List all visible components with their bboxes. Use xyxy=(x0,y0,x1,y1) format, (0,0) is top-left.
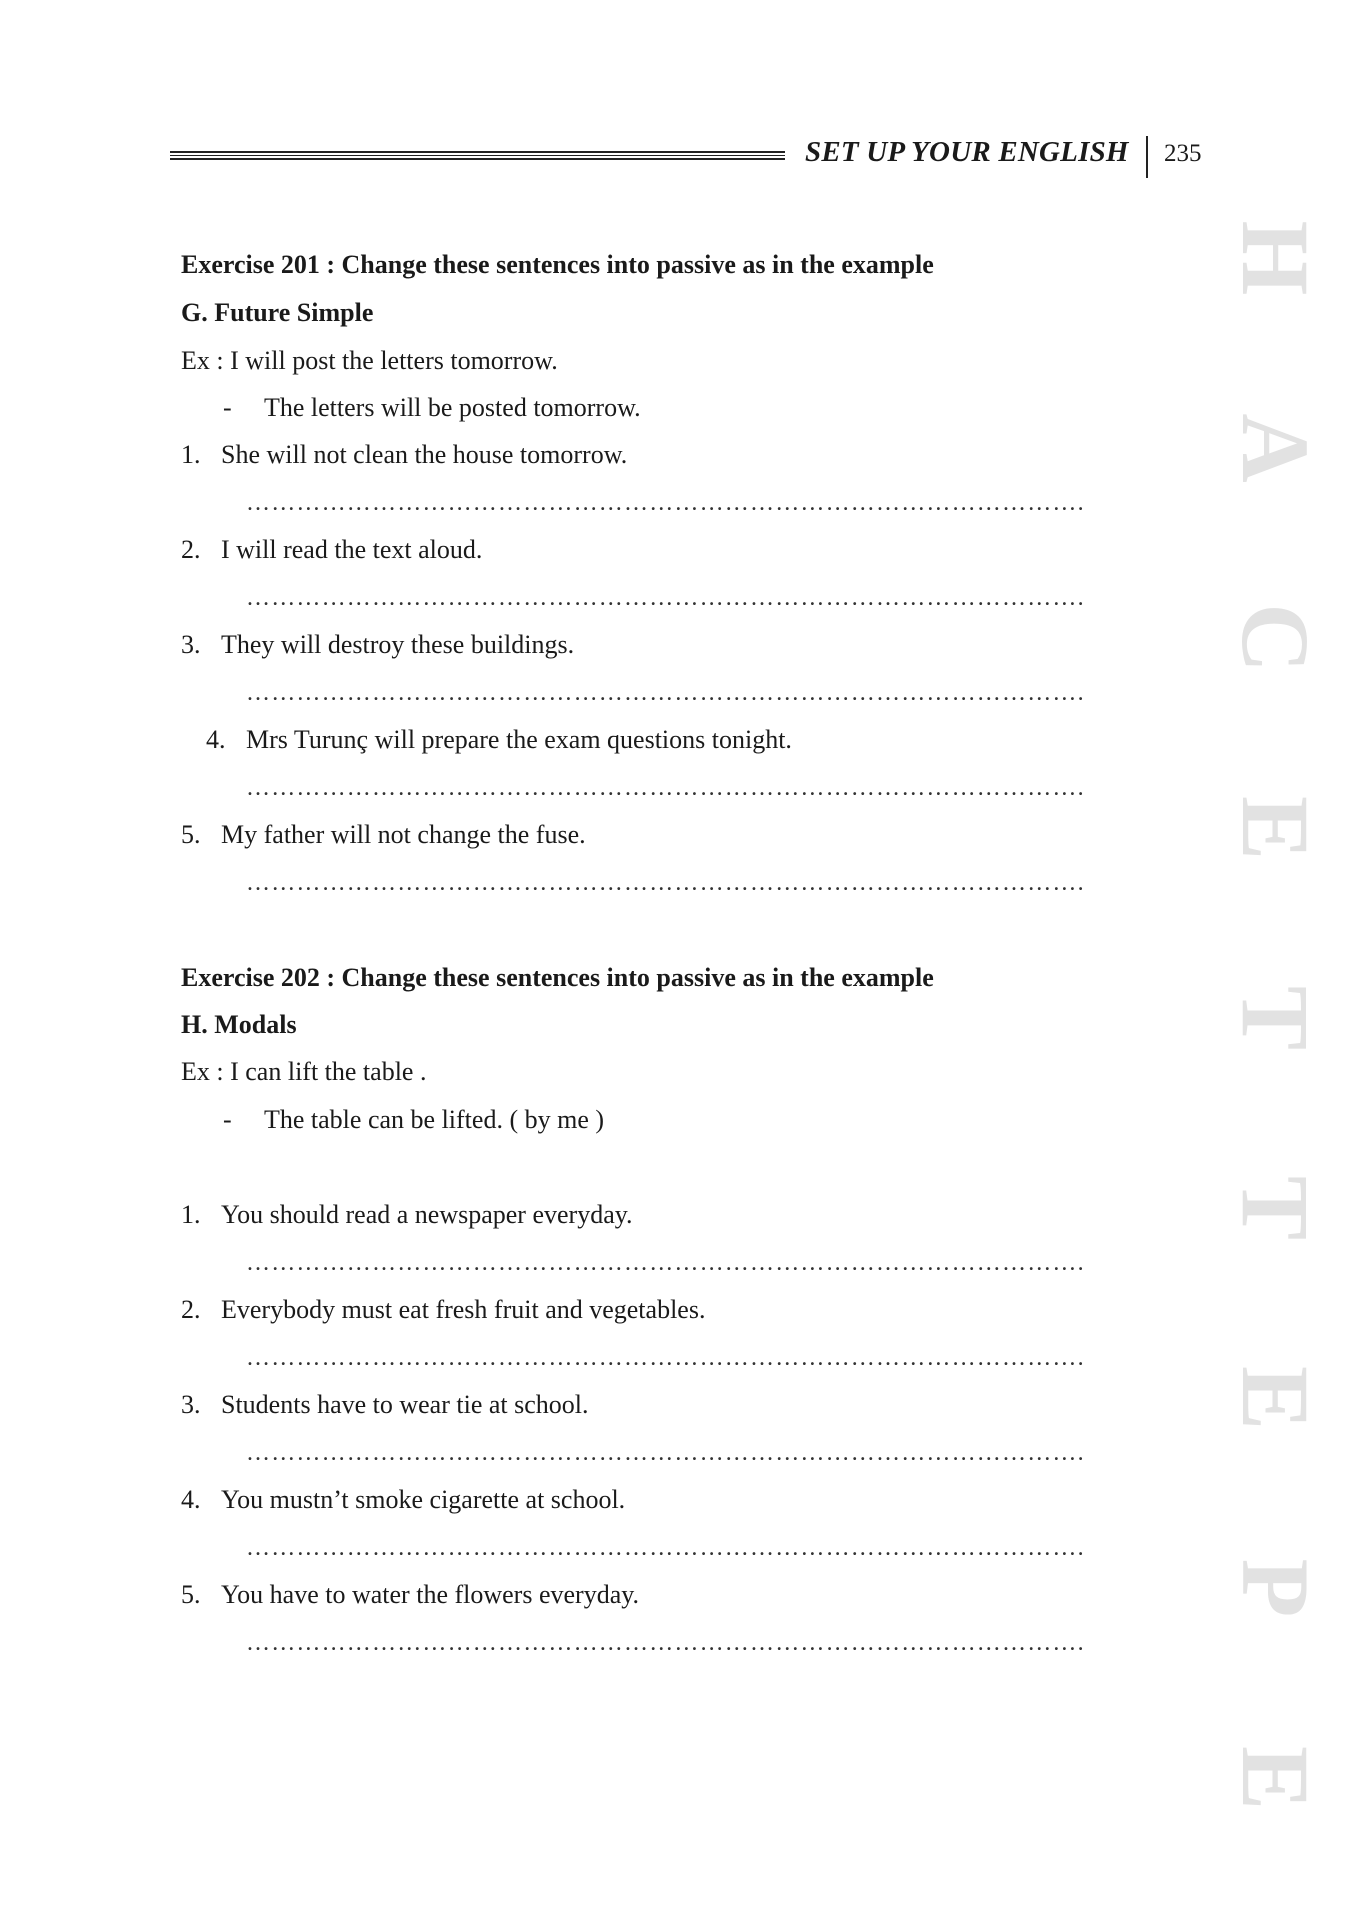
watermark-letter: E xyxy=(1222,1365,1329,1431)
item-text: You have to water the flowers everyday. xyxy=(221,1580,640,1609)
watermark-letter: H xyxy=(1222,220,1329,296)
answer-line[interactable]: ………………………………………………………………………………………. xyxy=(246,870,1085,896)
answer-line[interactable]: ………………………………………………………………………………………. xyxy=(246,680,1085,706)
item-text: Everybody must eat fresh fruit and vegetables. xyxy=(221,1295,706,1324)
list-item xyxy=(181,1390,589,1420)
answer-line[interactable]: ………………………………………………………………………………………. xyxy=(246,1535,1085,1561)
example-dash: - xyxy=(223,393,232,422)
item-text: Students have to wear tie at school. xyxy=(221,1390,589,1419)
item-number: 3. xyxy=(181,630,201,659)
answer-line[interactable]: ………………………………………………………………………………………. xyxy=(246,585,1085,611)
item-text: They will destroy these buildings. xyxy=(221,630,575,659)
list-item xyxy=(181,820,586,850)
item-number: 5. xyxy=(181,820,201,849)
exercise-201-section: G. Future Simple xyxy=(181,298,374,327)
exercise-201-title: Exercise 201 : Change these sentences into passive as in the example xyxy=(181,250,934,279)
item-text: I will read the text aloud. xyxy=(221,535,483,564)
item-text: She will not clean the house tomorrow. xyxy=(221,440,628,469)
list-item xyxy=(181,535,482,565)
list-item xyxy=(181,1485,625,1515)
watermark-letter: C xyxy=(1222,603,1329,673)
watermark-letter: A xyxy=(1222,413,1329,483)
answer-line[interactable]: ………………………………………………………………………………………. xyxy=(246,775,1085,801)
page-number: 235 xyxy=(1164,140,1202,167)
item-text: Mrs Turunç will prepare the exam questions tonight. xyxy=(246,725,792,754)
list-item xyxy=(181,1200,633,1230)
watermark-letter: T xyxy=(1222,1175,1329,1241)
exercise-202-section: H. Modals xyxy=(181,1010,297,1039)
list-item xyxy=(206,725,792,755)
answer-line[interactable]: ………………………………………………………………………………………. xyxy=(246,490,1085,516)
item-number: 3. xyxy=(181,1390,201,1419)
watermark-letter: E xyxy=(1222,1745,1329,1811)
exercise-201-example-answer: The letters will be posted tomorrow. xyxy=(264,393,641,422)
list-item xyxy=(181,630,574,660)
item-number: 4. xyxy=(206,725,226,754)
exercise-202-title: Exercise 202 : Change these sentences into passive as in the example xyxy=(181,963,934,992)
item-number: 4. xyxy=(181,1485,201,1514)
list-item xyxy=(181,440,627,470)
item-text: My father will not change the fuse. xyxy=(221,820,586,849)
header-rule xyxy=(170,151,785,160)
header-separator xyxy=(1146,136,1148,178)
answer-line[interactable]: ………………………………………………………………………………………. xyxy=(246,1440,1085,1466)
item-text: You should read a newspaper everyday. xyxy=(221,1200,633,1229)
item-number: 2. xyxy=(181,535,201,564)
exercise-202-example: Ex : I can lift the table . xyxy=(181,1057,427,1086)
list-item xyxy=(181,1295,705,1325)
answer-line[interactable]: ………………………………………………………………………………………. xyxy=(246,1630,1085,1656)
list-item xyxy=(181,1580,639,1610)
answer-line[interactable]: ………………………………………………………………………………………. xyxy=(246,1250,1085,1276)
item-text: You mustn’t smoke cigarette at school. xyxy=(221,1485,626,1514)
item-number: 2. xyxy=(181,1295,201,1324)
answer-line[interactable]: ………………………………………………………………………………………. xyxy=(246,1345,1085,1371)
watermark-letter: T xyxy=(1222,985,1329,1051)
item-number: 1. xyxy=(181,440,201,469)
exercise-201-example: Ex : I will post the letters tomorrow. xyxy=(181,346,558,375)
example-dash: - xyxy=(223,1105,232,1134)
watermark-letter: P xyxy=(1222,1558,1329,1618)
item-number: 5. xyxy=(181,1580,201,1609)
item-number: 1. xyxy=(181,1200,201,1229)
book-title: SET UP YOUR ENGLISH xyxy=(805,136,1129,168)
watermark-letter: E xyxy=(1222,795,1329,861)
exercise-202-example-answer: The table can be lifted. ( by me ) xyxy=(264,1105,605,1134)
